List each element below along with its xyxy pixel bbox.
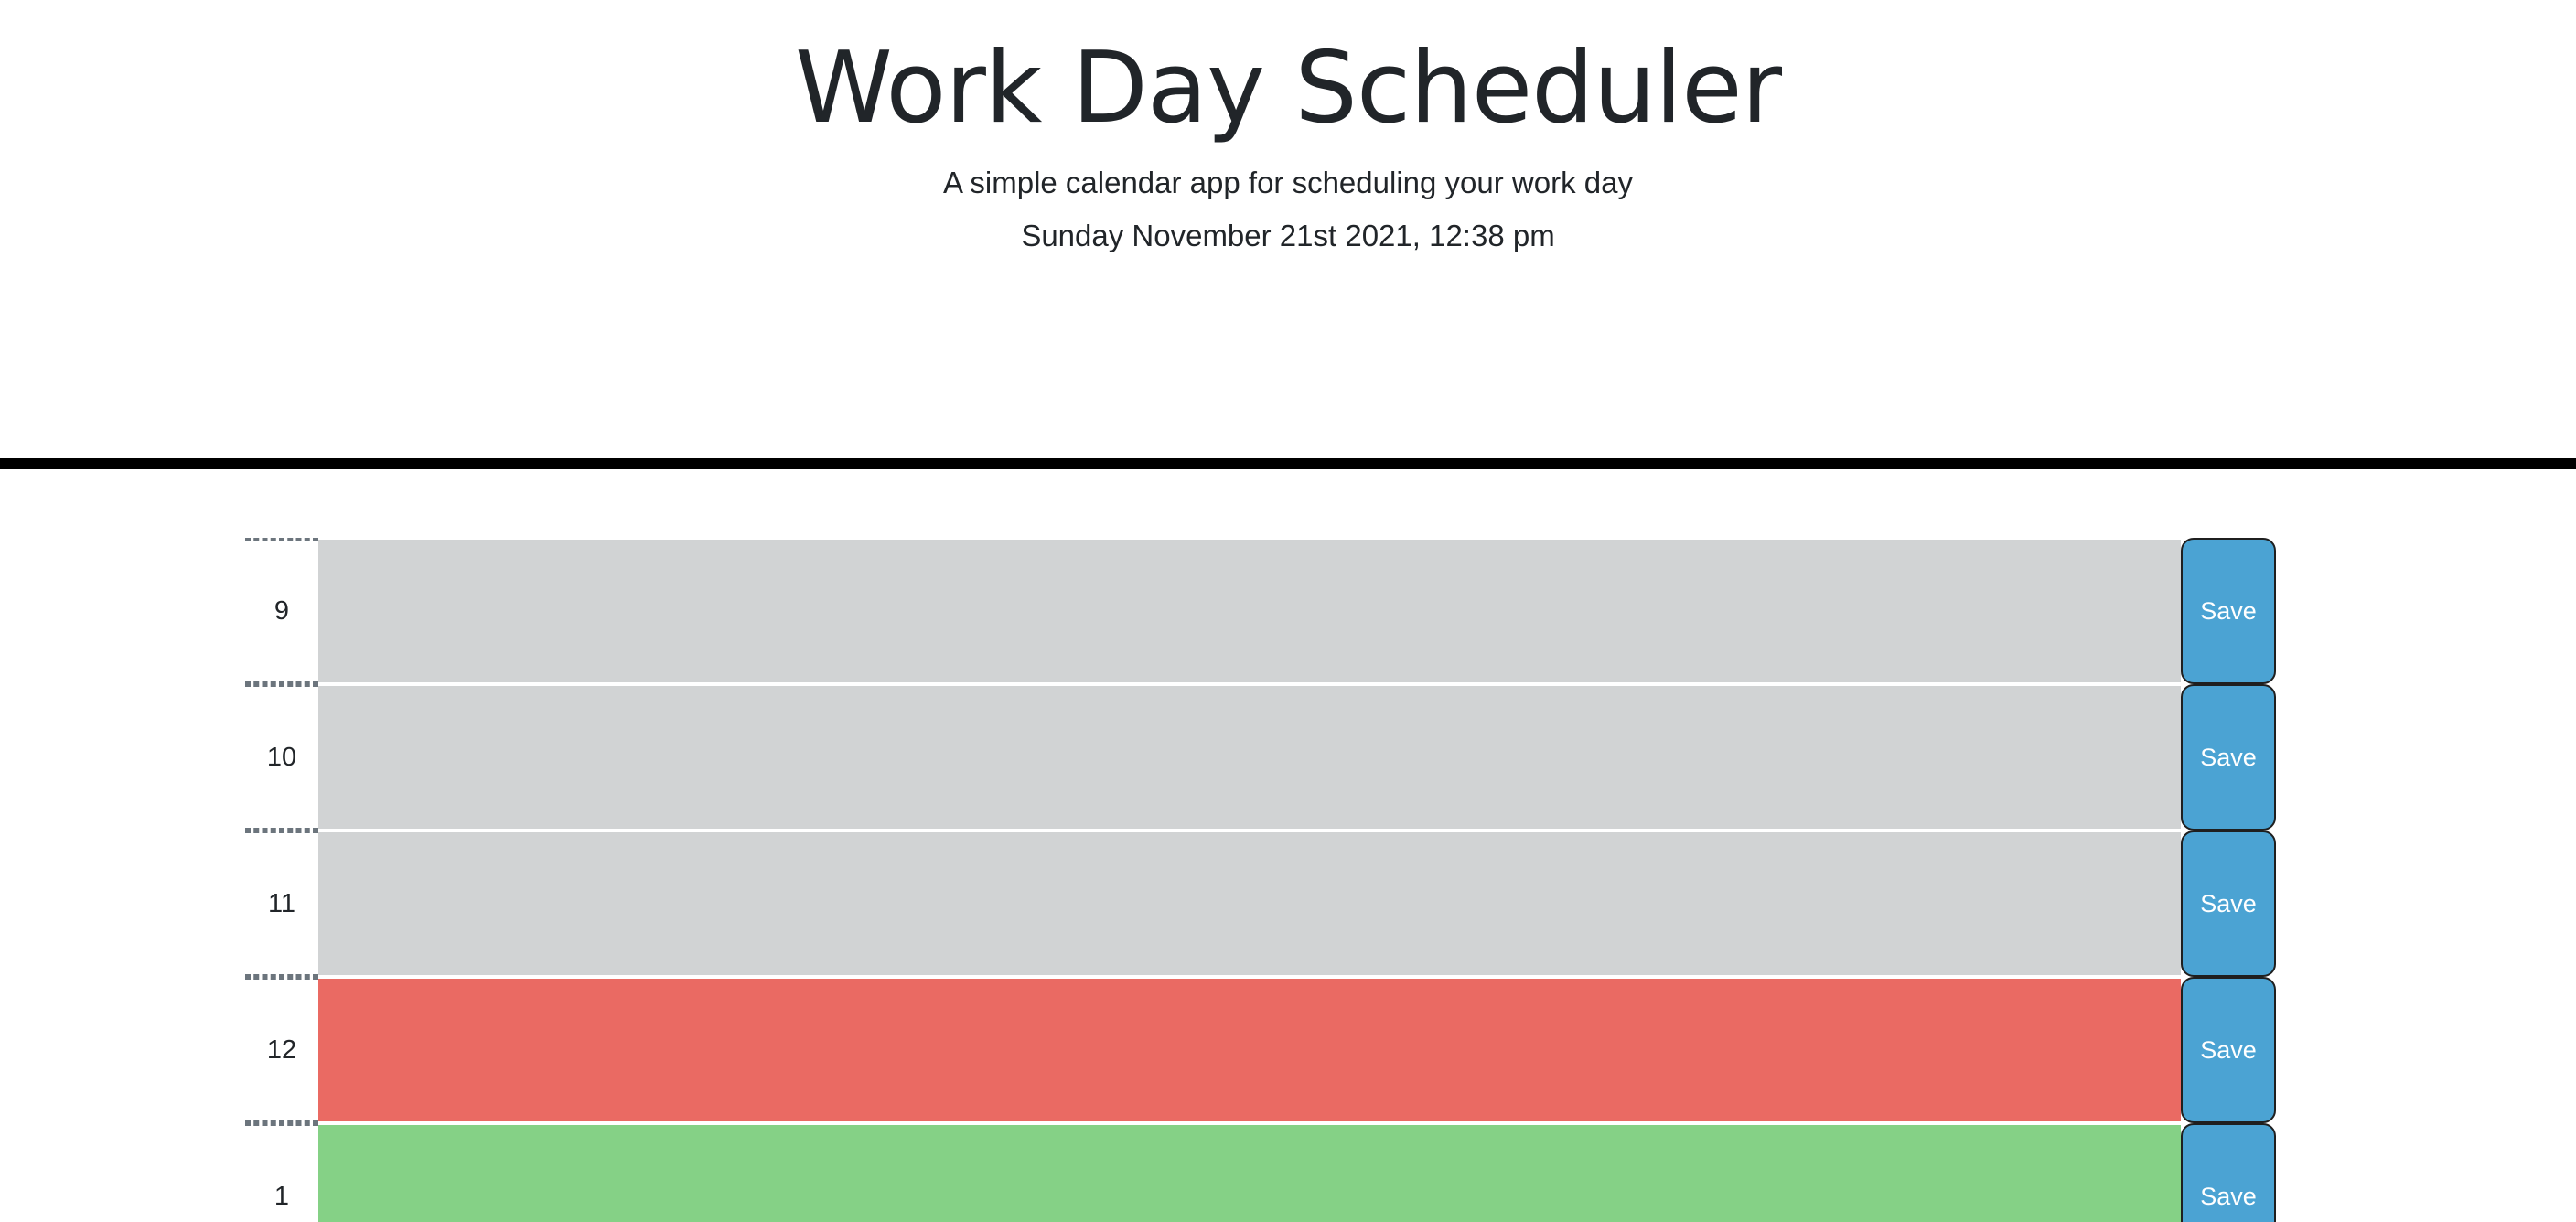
time-block-11 bbox=[245, 831, 2276, 977]
page-subtitle: A simple calendar app for scheduling your work day bbox=[943, 166, 1633, 200]
hour-label-11: 11 bbox=[245, 831, 318, 977]
hour-label-9: 9 bbox=[245, 538, 318, 684]
event-input-9[interactable] bbox=[318, 538, 2181, 684]
page-title: Work Day Scheduler bbox=[794, 31, 1782, 145]
save-button-11[interactable]: Save bbox=[2181, 831, 2276, 977]
schedule-container bbox=[245, 538, 2276, 1222]
header-divider bbox=[0, 458, 2576, 469]
save-button-1[interactable]: Save bbox=[2181, 1123, 2276, 1222]
current-day: Sunday November 21st 2021, 12:38 pm bbox=[1021, 218, 1555, 252]
time-block-9 bbox=[245, 538, 2276, 684]
save-button-10[interactable]: Save bbox=[2181, 684, 2276, 831]
event-input-10[interactable] bbox=[318, 684, 2181, 831]
hour-label-10: 10 bbox=[245, 684, 318, 831]
save-button-9[interactable]: Save bbox=[2181, 538, 2276, 684]
event-input-11[interactable] bbox=[318, 831, 2181, 977]
hour-label-1: 1 bbox=[245, 1123, 318, 1222]
time-block-1 bbox=[245, 1123, 2276, 1222]
hour-label-12: 12 bbox=[245, 977, 318, 1123]
event-input-12[interactable] bbox=[318, 977, 2181, 1123]
page-header bbox=[0, 0, 2576, 254]
time-block-10 bbox=[245, 684, 2276, 831]
save-button-12[interactable]: Save bbox=[2181, 977, 2276, 1123]
event-input-1[interactable] bbox=[318, 1123, 2181, 1222]
time-block-12 bbox=[245, 977, 2276, 1123]
